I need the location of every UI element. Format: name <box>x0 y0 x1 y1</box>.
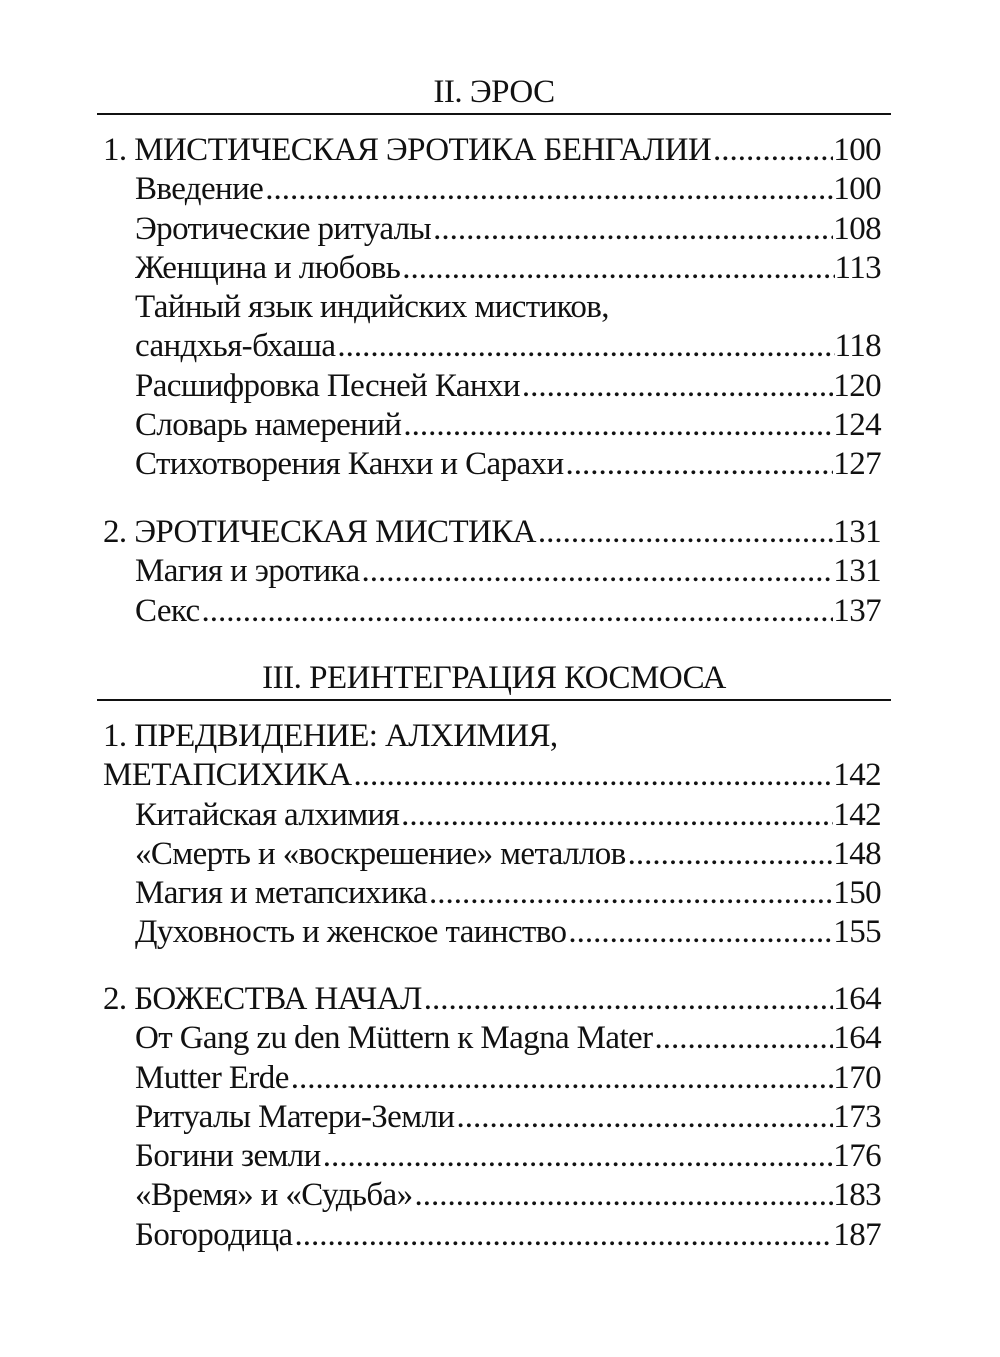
dot-leader <box>564 445 834 484</box>
entry-title: Китайская алхимия <box>135 796 400 833</box>
entry-title: Женщина и любовь <box>135 249 401 286</box>
chapter-title: МЕТАПСИХИКА <box>103 757 352 794</box>
toc-entry-row[interactable] <box>103 1216 881 1255</box>
page-number: 150 <box>833 875 881 912</box>
toc-entry-row[interactable] <box>103 796 881 835</box>
toc-entry-row[interactable] <box>103 592 881 631</box>
chapter-title-line1: 1. ПРЕДВИДЕНИЕ: АЛХИМИЯ, <box>103 718 558 754</box>
entry-title: Магия и эротика <box>135 553 360 590</box>
chapter-block <box>103 980 881 1255</box>
toc-entry-row[interactable] <box>103 367 881 406</box>
dot-leader <box>566 913 833 952</box>
entry-title: Богини земли <box>135 1138 321 1175</box>
entry-title: Стихотворения Канхи и Сарахи <box>135 446 564 483</box>
entry-title: Богородица <box>135 1216 293 1253</box>
entry-title: Ритуалы Матери-Земли <box>135 1098 455 1135</box>
dot-leader <box>292 1216 833 1255</box>
toc-entry-row-line1[interactable] <box>103 288 881 327</box>
toc-entry-row[interactable] <box>103 552 881 591</box>
part-heading <box>97 658 891 701</box>
entry-title: Расшифровка Песней Канхи <box>135 367 520 404</box>
entry-title: От Gang zu den Müttern к Magna Mater <box>135 1020 653 1057</box>
toc-entry-row[interactable] <box>103 445 881 484</box>
page-number: 118 <box>834 328 881 365</box>
dot-leader <box>520 367 833 406</box>
dot-leader <box>422 980 834 1019</box>
part-title: III. РЕИНТЕГРАЦИЯ КОСМОСА <box>262 660 726 696</box>
dot-leader <box>200 592 834 631</box>
toc-entry-row[interactable] <box>103 1137 881 1176</box>
toc-entry-row[interactable] <box>103 406 881 445</box>
dot-leader <box>360 552 834 591</box>
chapter-title: 2. ЭРОТИЧЕСКАЯ МИСТИКА <box>103 514 536 550</box>
page-number: 173 <box>833 1098 881 1135</box>
toc-chapter-row[interactable] <box>103 131 881 170</box>
page-number: 164 <box>833 1020 881 1057</box>
entry-title: Эротические ритуалы <box>135 210 432 247</box>
toc-entry-row[interactable] <box>103 913 881 952</box>
page-number: 127 <box>833 446 881 483</box>
dot-leader <box>626 835 834 874</box>
page-number: 100 <box>833 132 881 168</box>
dot-leader <box>431 210 833 249</box>
dot-leader <box>427 874 833 913</box>
toc-chapter-row[interactable] <box>103 513 881 552</box>
dot-leader <box>263 170 833 209</box>
chapter-block <box>103 717 881 953</box>
toc-entry-row[interactable] <box>103 874 881 913</box>
entry-title-line1: Тайный язык индийских мистиков, <box>135 289 609 326</box>
dot-leader <box>399 796 833 835</box>
toc-entry-row[interactable] <box>103 327 881 366</box>
part-title: II. ЭРОС <box>433 74 555 110</box>
chapter-title: 2. БОЖЕСТВА НАЧАЛ <box>103 981 422 1017</box>
chapter-block <box>103 513 881 631</box>
page-number: 170 <box>833 1059 881 1096</box>
entry-title: «Время» и «Судьба» <box>135 1177 413 1214</box>
entry-title: Mutter Erde <box>135 1059 289 1096</box>
toc-entry-row[interactable] <box>103 210 881 249</box>
page-number: 142 <box>833 796 881 833</box>
dot-leader <box>401 406 833 445</box>
entry-title: сандхья-бхаша <box>135 328 336 365</box>
page-number: 155 <box>833 914 881 951</box>
dot-leader <box>289 1059 834 1098</box>
toc-entry-row[interactable] <box>103 1098 881 1137</box>
toc-entry-row[interactable] <box>103 1059 881 1098</box>
entry-title: «Смерть и «воскрешение» металлов <box>135 835 626 872</box>
dot-leader <box>335 327 834 366</box>
toc-entry-row[interactable] <box>103 1019 881 1058</box>
dot-leader <box>351 756 833 795</box>
dot-leader <box>400 249 834 288</box>
toc-chapter-row[interactable] <box>103 980 881 1019</box>
page-number: 137 <box>833 592 881 629</box>
dot-leader <box>321 1137 834 1176</box>
page-number: 164 <box>833 981 881 1017</box>
toc-chapter-row-line1[interactable] <box>103 717 881 756</box>
page-number: 108 <box>833 210 881 247</box>
part-rule <box>97 699 891 701</box>
toc-chapter-row[interactable] <box>103 756 881 795</box>
chapter-block <box>103 131 881 485</box>
toc-entry-row[interactable] <box>103 835 881 874</box>
dot-leader <box>412 1176 833 1215</box>
page-number: 124 <box>833 407 881 444</box>
entry-title: Секс <box>135 592 200 629</box>
entry-title: Введение <box>135 171 264 208</box>
page-number: 176 <box>833 1138 881 1175</box>
page-number: 183 <box>833 1177 881 1214</box>
toc-entry-row[interactable] <box>103 170 881 209</box>
page-number: 187 <box>833 1216 881 1253</box>
part-heading <box>97 72 891 115</box>
entry-title: Словарь намерений <box>135 407 402 444</box>
page-number: 148 <box>833 835 881 872</box>
dot-leader <box>711 131 833 170</box>
dot-leader <box>536 513 833 552</box>
page-number: 100 <box>833 171 881 208</box>
chapter-title: 1. МИСТИЧЕСКАЯ ЭРОТИКА БЕНГАЛИИ <box>103 132 712 168</box>
toc-entry-row[interactable] <box>103 1176 881 1215</box>
page-number: 113 <box>834 249 881 286</box>
page-number: 131 <box>833 553 881 590</box>
toc-entry-row[interactable] <box>103 249 881 288</box>
dot-leader <box>652 1019 833 1058</box>
dot-leader <box>454 1098 833 1137</box>
entry-title: Магия и метапсихика <box>135 875 427 912</box>
entry-title: Духовность и женское таинство <box>135 914 567 951</box>
page-number: 142 <box>833 757 881 794</box>
page-number: 120 <box>833 367 881 404</box>
page-number: 131 <box>833 514 881 550</box>
part-rule <box>97 113 891 115</box>
